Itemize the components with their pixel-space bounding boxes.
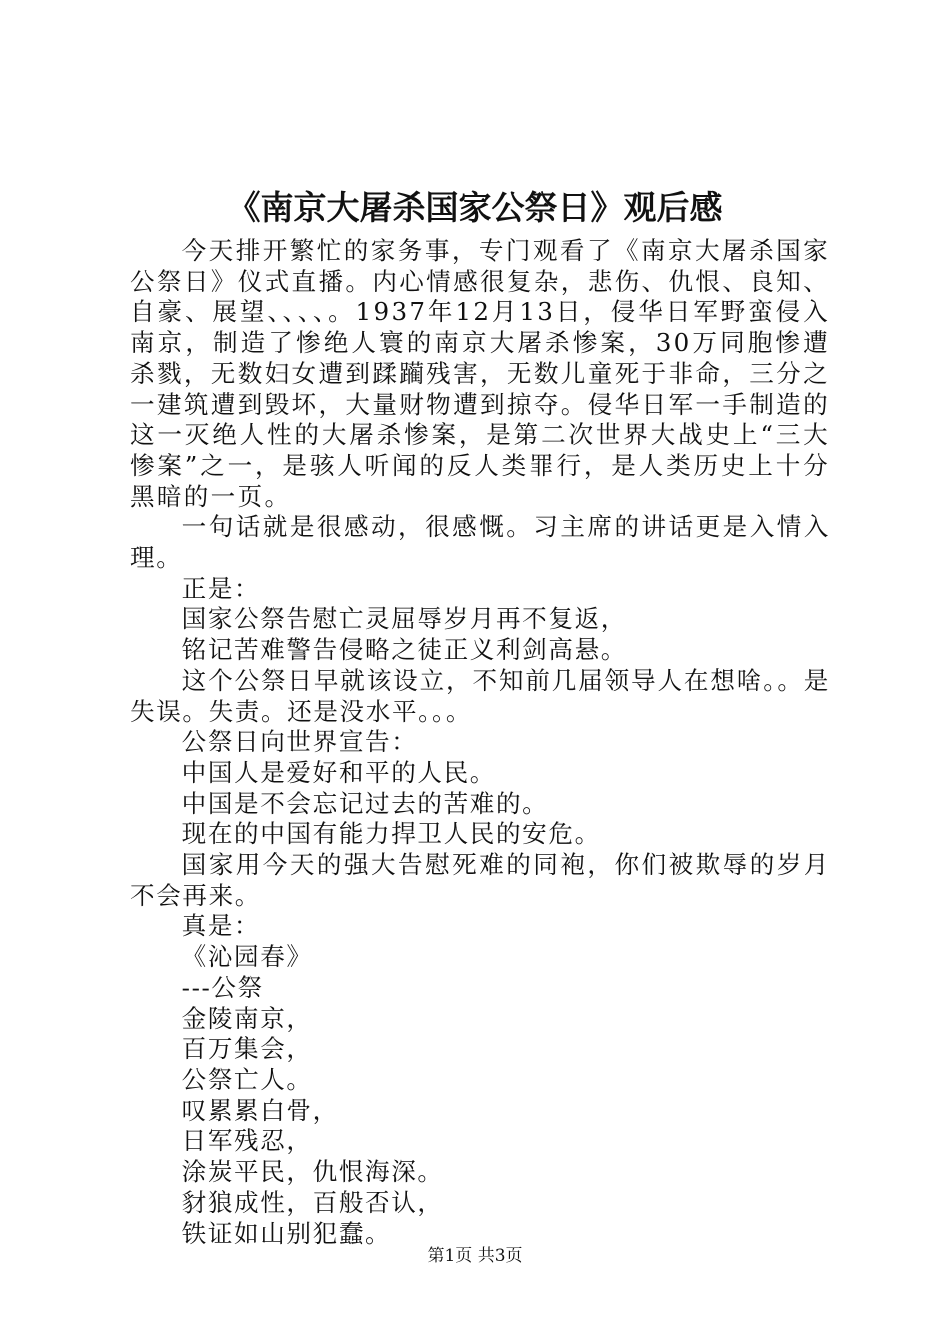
poem-subtitle: ---公祭 [181, 972, 264, 1002]
paragraph: 中国人是爱好和平的人民。 [181, 757, 496, 787]
paragraph: 国家用今天的强大告慰死难的同袍，你们被欺辱的岁月不会再来。 [130, 850, 830, 910]
paragraph: 中国是不会忘记过去的苦难的。 [181, 788, 549, 818]
document-title: 《南京大屠杀国家公祭日》观后感 [227, 188, 723, 227]
poem-line: 日军残忍， [181, 1126, 313, 1156]
poem-line: 豺狼成性，百般否认， [181, 1187, 444, 1217]
poem-line: 涂炭平民，仇恨海深。 [181, 1157, 444, 1187]
paragraph: 公祭日向世界宣告： [181, 727, 418, 757]
poem-line: 公祭亡人。 [181, 1064, 313, 1094]
paragraph: 今天排开繁忙的家务事，专门观看了《南京大屠杀国家公祭日》仪式直播。内心情感很复杂，悲伤、仇恨、良知、自豪、展望、、、、。1937年12月13日，侵华日军野蛮侵入南京，制造了惨绝人寰的南京大屠杀惨案，30万同胞惨遭杀戮，无数妇女遭到蹂躏残害，无数儿童死于非命，三分之一建筑遭到毁坏，大量财物遭到掠夺。侵华日军一手制造的这一灭绝人性的大屠杀惨案，是第二次世界大战史上“三大惨案”之一，是骇人听闻的反人类罪行，是人类历史上十分黑暗的一页。 [130, 236, 830, 511]
poem-line: 铁证如山别犯蠢。 [181, 1218, 392, 1248]
document-body [130, 236, 830, 1249]
poem-line: 百万集会， [181, 1034, 313, 1064]
poem-line: 金陵南京， [181, 1003, 313, 1033]
page-footer: 第1页 共3页 [427, 1246, 523, 1266]
poem-title: 《沁园春》 [181, 942, 313, 972]
paragraph: 国家公祭告慰亡灵屈辱岁月再不复返， [181, 604, 627, 634]
paragraph: 这个公祭日早就该设立，不知前几届领导人在想啥。。是失误。失责。还是没水平。。。 [130, 665, 830, 726]
paragraph: 正是： [181, 573, 261, 603]
paragraph: 现在的中国有能力捍卫人民的安危。 [181, 819, 601, 849]
paragraph: 真是： [181, 911, 261, 941]
poem-line: 叹累累白骨， [181, 1095, 339, 1125]
paragraph: 铭记苦难警告侵略之徒正义利剑高悬。 [181, 635, 627, 665]
paragraph: 一句话就是很感动，很感慨。习主席的讲话更是入情入理。 [130, 512, 830, 573]
